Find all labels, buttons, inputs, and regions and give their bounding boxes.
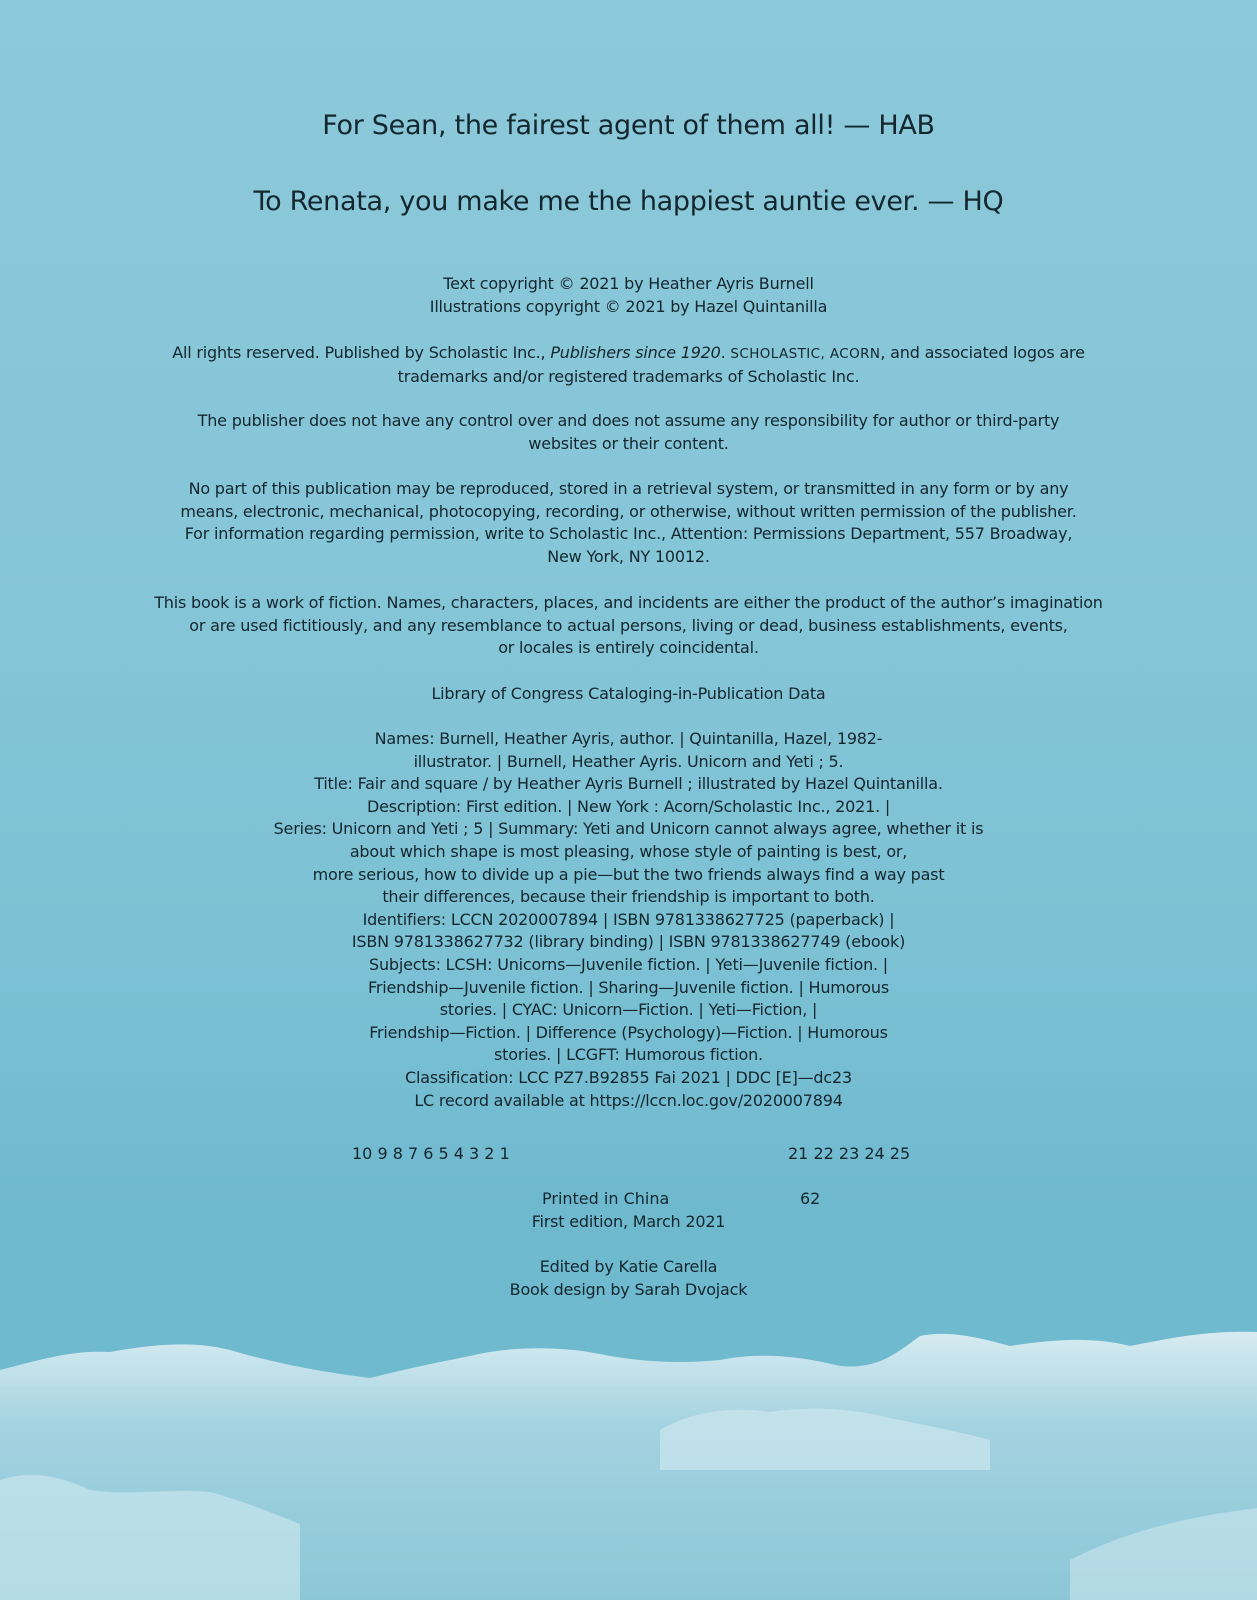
reproduction-notice: No part of this publication may be reproduced, stored in a retrieval system, or transmitted in any form or by any means, electronic, mechanical, photocopying, recording, or otherwise, without written permission of the publisher. For information regarding permission, write to Scholastic Inc., Attention: Permissions Department, 557 Broadway, New York, NY 10012. xyxy=(180,479,1077,566)
edition: First edition, March 2021 xyxy=(531,1212,726,1231)
illustrations-copyright: Illustrations copyright © 2021 by Hazel Quintanilla xyxy=(429,296,828,316)
printing-number-line: 10 9 8 7 6 5 4 3 2 1 xyxy=(352,1144,510,1163)
rights-line-2: trademarks and/or registered trademarks of Scholastic Inc. xyxy=(397,366,860,386)
rights-line-1: All rights reserved. Published by Scholastic Inc., Publishers since 1920. SCHOLASTIC, ACORN, and associated logos are xyxy=(172,343,1085,362)
printing-year-line: 21 22 23 24 25 xyxy=(788,1144,911,1163)
credits xyxy=(0,1256,1257,1301)
cip-data: Names: Burnell, Heather Ayris, author. | Quintanilla, Hazel, 1982- illustrator. | Burnell, Heather Ayris. Unicorn and Yeti ; 5. Title: Fair and square / by Heather Ayris Burnell ; illustrated by Hazel Quintanilla. Description: First edition. | New York : Acorn/Scholastic Inc., 2021. | Series: Unicorn and Yeti ; 5 | Summary: Yeti and Unicorn cannot always agree, whether it is about which shape is most pleasing, whose style of painting is best, or, more serious, how to divide up a pie—but the two friends always find a way past their differences, because their friendship is important to both. Identifiers: LCCN 2020007894 | ISBN 9781338627725 (paperback) | ISBN 9781338627732 (library binding) | ISBN 9781338627749 (ebook) Subjects: LCSH: Unicorns—Juvenile fiction. | Yeti—Juvenile fiction. | Friendship—Juvenile fiction. | Sharing—Juvenile fiction. | Humorous stories. | CYAC: Unicorn—Fiction. | Yeti—Fiction, | Friendship—Fiction. | Difference (Psychology)—Fiction. | Humorous stories. | LCGFT: Humorous fiction. Classification: LCC PZ7.B92855 Fai 2021 | DDC [E]—dc23 LC record available at https://lccn.loc.gov/2020007894 xyxy=(273,729,984,1110)
copyright-notice xyxy=(0,273,1257,318)
editor-credit: Edited by Katie Carella xyxy=(539,1257,718,1276)
printed-in: Printed in China xyxy=(542,1189,670,1208)
text-copyright: Text copyright © 2021 by Heather Ayris Burnell xyxy=(443,274,814,293)
print-code: 62 xyxy=(800,1189,821,1208)
rights-notice xyxy=(0,342,1257,388)
publisher-note: The publisher does not have any control over and does not assume any responsibility for author or third-party websites or their content. xyxy=(197,411,1060,453)
dedication-hab: For Sean, the fairest agent of them all! — HAB xyxy=(322,110,935,141)
fiction-disclaimer: This book is a work of fiction. Names, characters, places, and incidents are either the product of the author’s imagination or are used fictitiously, and any resemblance to actual persons, living or dead, business establishments, events, or locales is entirely coincidental. xyxy=(154,593,1103,658)
loc-heading: Library of Congress Cataloging-in-Publication Data xyxy=(431,684,826,703)
dedication-hq: To Renata, you make me the happiest auntie ever. — HQ xyxy=(253,186,1004,217)
designer-credit: Book design by Sarah Dvojack xyxy=(509,1279,748,1299)
